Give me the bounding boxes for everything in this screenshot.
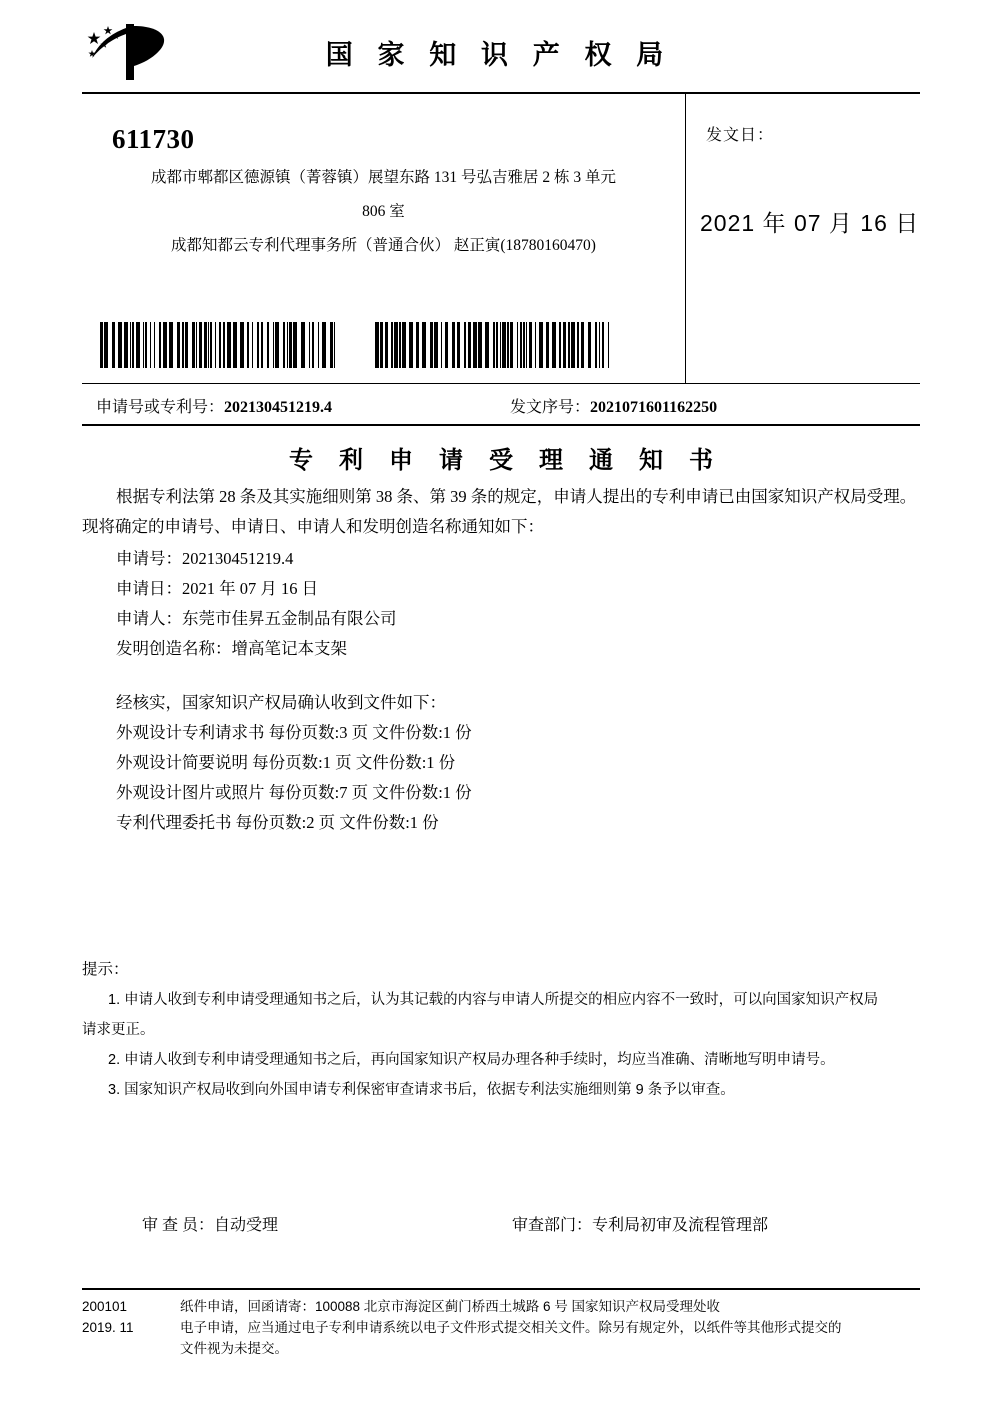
serial-number [510,394,717,417]
field-invention-title: 发明创造名称：增高笔记本支架 [116,639,347,658]
issue-date-label: 发文日： [706,127,775,144]
footer-code-1: 200101 [82,1299,128,1314]
tip-item-2: 2. 申请人收到专利申请受理通知书之后，再向国家知识产权局办理各种手续时，均应当准确、清晰地写明申请号。 [108,1052,835,1068]
numbers-divider [82,424,920,426]
addressee-block [96,124,671,259]
document-item-3: 外观设计图片或照片 每份页数:7 页 文件份数:1 份 [116,783,472,802]
application-number-value: 202130451219.4 [224,399,333,416]
tips-section [82,955,920,1105]
serial-number-value: 2021071601162250 [590,399,718,416]
address-panel-divider [685,92,686,384]
agency-line: 成都知都云专利代理事务所（普通合伙） 赵正寅(18780160470) [171,237,596,254]
footer-line-2: 电子申请，应当通过电子专利申请系统以电子文件形式提交相关文件。除另有规定外，以纸件等其他形式提交的 [180,1320,842,1335]
barcode-application-number [100,322,335,368]
field-application-date: 申请日：2021 年 07 月 16 日 [116,579,319,598]
header-divider [82,92,920,94]
footer-line-1: 纸件申请，回函请寄：100088 北京市海淀区蓟门桥西土城路 6 号 国家知识产权局受理处收 [180,1299,721,1314]
document-item-4: 专利代理委托书 每份页数:2 页 文件份数:1 份 [116,813,439,832]
verify-line: 经核实，国家知识产权局确认收到文件如下： [116,693,446,712]
footer-code-2: 2019. 11 [82,1320,134,1335]
address-line-1: 成都市郫都区德源镇（菁蓉镇）展望东路 131 号弘吉雅居 2 栋 3 单元 [150,169,616,186]
application-fields [82,544,920,664]
body-paragraph-1: 根据专利法第 28 条及其实施细则第 38 条、第 39 条的规定，申请人提出的专利申请已由国家知识产权局受理。现将确定的申请号、申请日、申请人和发明创造名称通知如下： [82,487,917,536]
patent-office-emblem-icon [82,20,178,84]
received-documents [82,688,920,838]
tip-item-3: 3. 国家知识产权局收到向外国申请专利保密审查请求书后，依据专利法实施细则第 9 条予以审查。 [108,1082,735,1098]
body-spacer [82,664,920,686]
barcode-serial-number [375,322,610,368]
field-applicant: 申请人：东莞市佳昇五金制品有限公司 [116,609,397,628]
application-number [96,394,332,417]
department-label: 审查部门：专利局初审及流程管理部 [512,1217,769,1234]
document-item-2: 外观设计简要说明 每份页数:1 页 文件份数:1 份 [116,753,456,772]
issue-date-value: 2021 年 07 月 16 日 [700,210,920,236]
footer-text [180,1296,920,1359]
document-title: 专 利 申 请 受 理 通 知 书 [289,448,723,474]
document-item-1: 外观设计专利请求书 每份页数:3 页 文件份数:1 份 [116,723,472,742]
footer-codes [82,1296,134,1338]
examiner-label: 审 查 员：自动受理 [142,1217,279,1234]
document-header [82,14,920,90]
address-box-bottom-divider [82,383,920,384]
footer-divider [82,1288,920,1290]
tip-item-1: 1. 申请人收到专利申请受理通知书之后，认为其记载的内容与申请人所提交的相应内容不一致时，可以向国家知识产权局 [108,992,879,1008]
footer-line-3: 文件视为未提交。 [180,1341,288,1356]
field-application-number: 申请号：202130451219.4 [116,549,294,568]
tips-heading: 提示： [82,961,129,978]
tip-item-1-continued: 请求更正。 [82,1022,155,1038]
address-line-2: 806 室 [362,203,405,220]
document-footer [82,1296,920,1359]
document-body [82,482,920,838]
serial-number-label: 发文序号： [510,399,591,416]
mail-code: 611730 [112,124,195,154]
page-title: 国 家 知 识 产 权 局 [325,39,673,70]
application-number-label: 申请号或专利号： [96,399,225,416]
